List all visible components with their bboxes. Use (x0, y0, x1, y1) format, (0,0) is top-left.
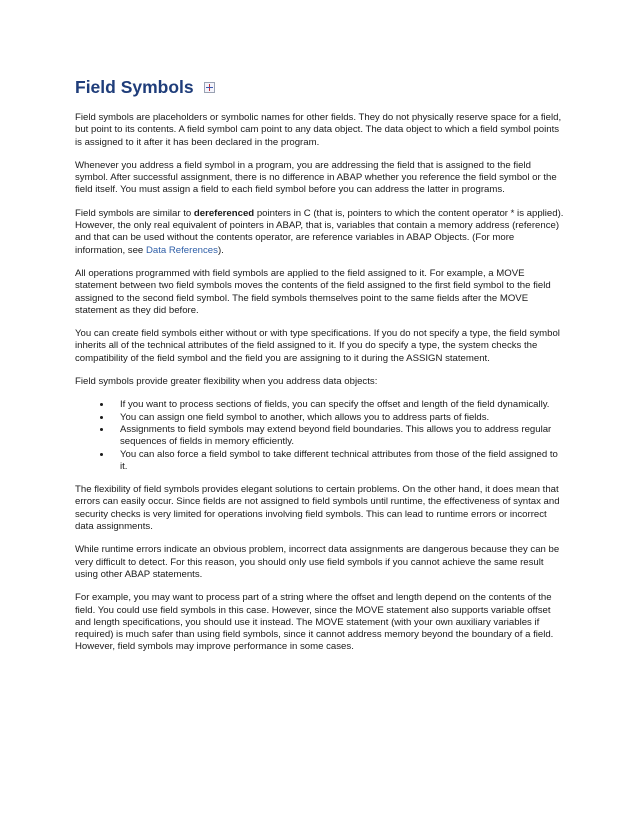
structure-icon[interactable] (204, 82, 215, 93)
list-item: • Assignments to field symbols may extend beyond field boundaries. This allows you to address regular sequences of fields in memory efficiently. (112, 424, 565, 449)
page-heading (75, 76, 565, 98)
paragraph-operations: All operations programmed with field symbols are applied to the field assigned to it. For example, a MOVE statement between two field symbols moves the contents of the field assigned to the first field symbol to the field assigned to the second field symbol. The field symbols themselves point to the same fields after the MOVE statement as they did before. (75, 267, 551, 316)
paragraph-pointers (75, 208, 565, 257)
paragraph-definition: Field symbols are placeholders or symbolic names for other fields. They do not physically reserve space for a field, but point to its contents. A field symbol cam point to any data object. The data object to which a field symbol points is assigned to it after it has been declared in the program. (75, 112, 562, 148)
paragraph-example: For example, you may want to process part of a string where the offset and length depend on the contents of the field. You could use field symbols in this case. However, since the MOVE statement also supports variable offset and length specifications, you should use it instead. The MOVE statement (with your own auxiliary variables if required) is much safer than using field symbols, since it cannot address memory beyond the boundary of a field. However, field symbols may improve performance in some cases. (75, 592, 554, 653)
paragraph-runtime: While runtime errors indicate an obvious problem, incorrect data assignments are dangerous because they can be very difficult to detect. For this reason, you should only use field symbols if you cannot achieve the same result using other ABAP statements. (75, 544, 560, 580)
paragraph-flexibility: Field symbols provide greater flexibility when you address data objects: (75, 376, 378, 388)
pointers-text-start: Field symbols are similar to (75, 207, 194, 219)
flexibility-list (75, 399, 565, 473)
list-item: • You can also force a field symbol to take different technical attributes from those of the field assigned to it. (112, 449, 565, 474)
list-item: • You can assign one field symbol to another, which allows you to address parts of fields. (112, 412, 565, 424)
data-references-link[interactable]: Data References (145, 244, 218, 256)
pointers-text-end: ). (217, 244, 224, 256)
page-title: Field Symbols (75, 77, 194, 97)
document-page (75, 76, 565, 665)
paragraph-errors: The flexibility of field symbols provides elegant solutions to certain problems. On the other hand, it does mean that errors can easily occur. Since fields are not assigned to field symbols until runtime, the effectiveness of syntax and security checks is very limited for operations involving field symbols. This can lead to runtime errors or incorrect data assignments. (75, 484, 560, 533)
list-item: • If you want to process sections of fields, you can specify the offset and length of the field dynamically. (112, 399, 565, 411)
paragraph-addressing: Whenever you address a field symbol in a program, you are addressing the field that is assigned to the field symbol. After successful assignment, there is no difference in ABAP whether you reference the field symbol or the field itself. You must assign a field to each field symbol before you can address the latter in programs. (75, 159, 557, 196)
paragraph-types: You can create field symbols either without or with type specifications. If you do not specify a type, the field symbol inherits all of the technical attributes of the field assigned to it. If you do specify a type, the system checks the compatibility of the field symbol and the field you are assigning to it during the ASSIGN statement. (75, 328, 560, 364)
pointers-text-middle: pointers in C (that is, pointers to which the content operator * is applied). However, the only real equivalent of pointers in ABAP, that is, variables that contain a memory address (reference) and that can be used without the contents operator, are reference variables in ABAP Objects. (For more information, see (75, 207, 564, 256)
dereferenced-term: dereferenced (193, 207, 255, 219)
